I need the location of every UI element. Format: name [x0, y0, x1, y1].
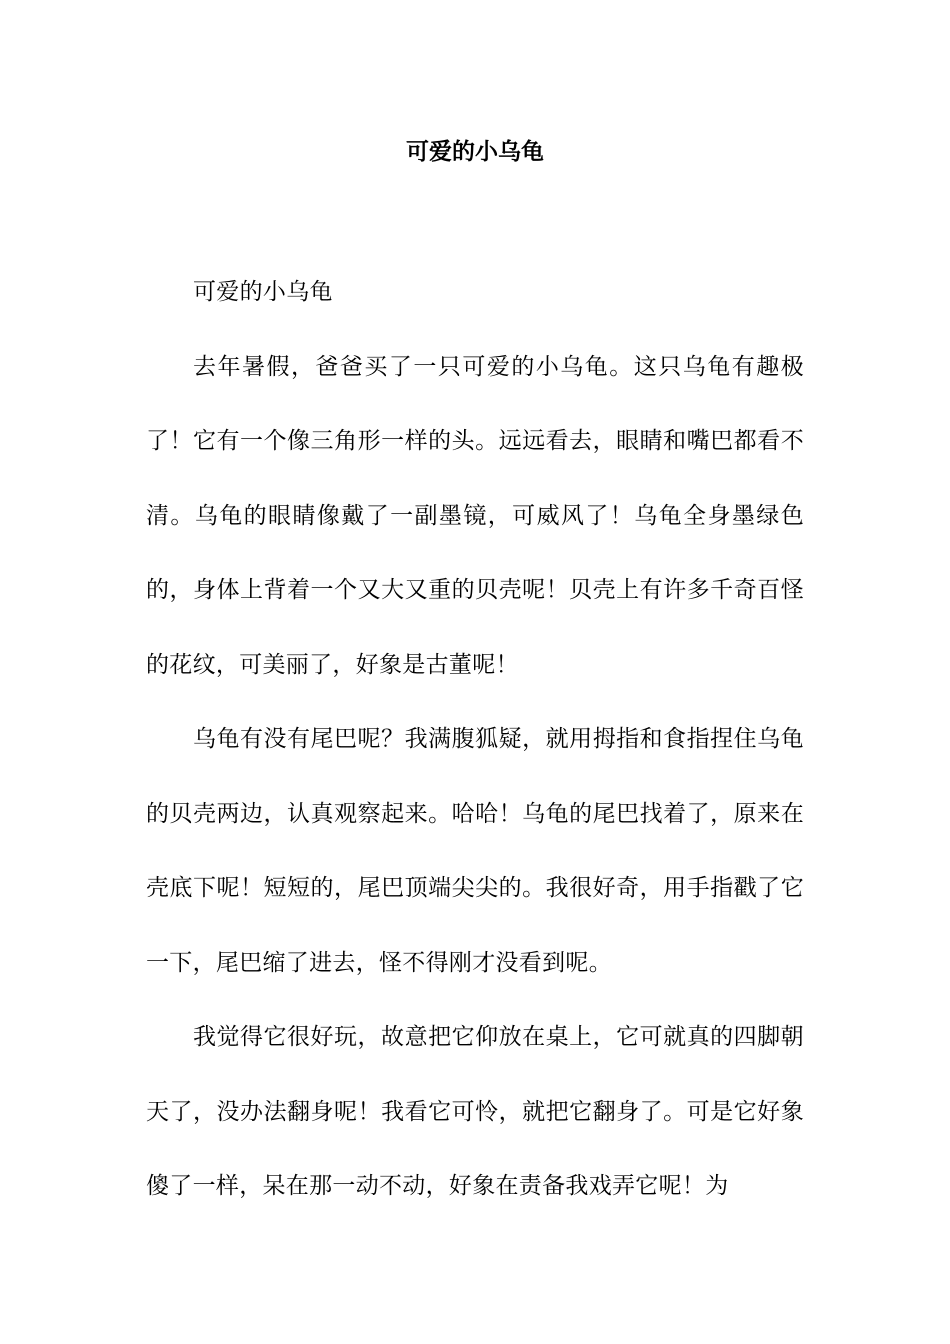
paragraph-1: 去年暑假，爸爸买了一只可爱的小乌龟。这只乌龟有趣极了！它有一个像三角形一样的头。远远看去，眼睛和嘴巴都看不清。乌龟的眼睛像戴了一副墨镜，可威风了！乌龟全身墨绿色的，身体上背着一个又大又重的贝壳呢！贝壳上有许多千奇百怪的花纹，可美丽了，好象是古董呢！	[146, 353, 804, 678]
document-title: 可爱的小乌龟	[406, 139, 544, 165]
paragraph-2: 乌龟有没有尾巴呢？我满腹狐疑，就用拇指和食指捏住乌龟的贝壳两边，认真观察起来。哈哈！乌龟的尾巴找着了，原来在壳底下呢！短短的，尾巴顶端尖尖的。我很好奇，用手指戳了它一下，尾巴缩了进去，怪不得刚才没看到呢。	[146, 726, 804, 976]
paragraph-3: 我觉得它很好玩，故意把它仰放在桌上，它可就真的四脚朝天了，没办法翻身呢！我看它可怜，就把它翻身了。可是它好象傻了一样，呆在那一动不动，好象在责备我戏弄它呢！为	[146, 1024, 804, 1199]
paragraph-subtitle: 可爱的小乌龟	[193, 279, 333, 305]
document-body	[146, 255, 804, 1224]
